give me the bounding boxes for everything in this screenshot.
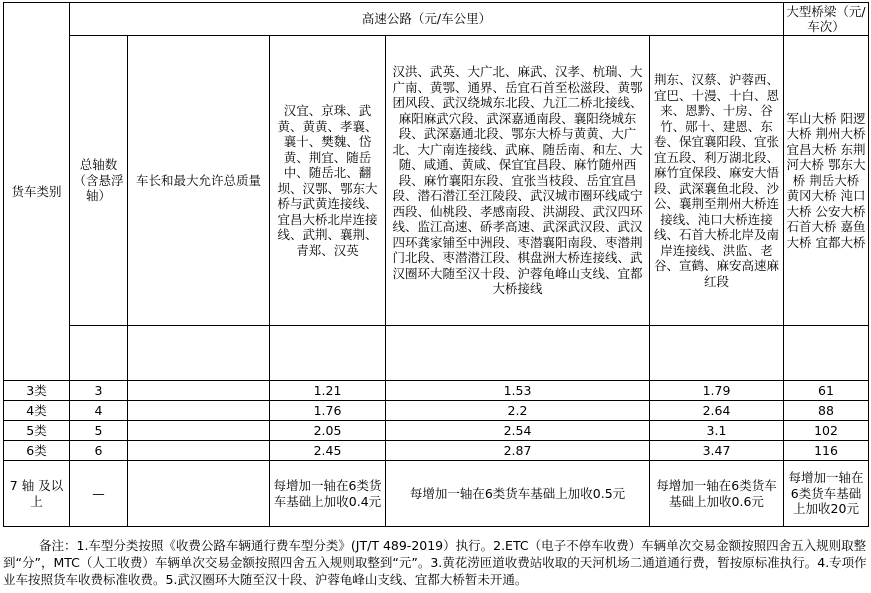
blank-cell <box>128 381 270 401</box>
bridge-header: 大型桥梁（元/车次） <box>784 3 869 36</box>
rate-cell-1: 1.21 <box>270 381 386 401</box>
table-row <box>4 401 869 421</box>
axles-cell: 4 <box>70 401 128 421</box>
rate-cell-1: 2.45 <box>270 441 386 461</box>
axles-cell: — <box>70 461 128 527</box>
blank-cell <box>270 326 386 381</box>
table-row <box>4 461 869 527</box>
axles-cell: 3 <box>70 381 128 401</box>
rate-cell-2: 1.53 <box>386 381 650 401</box>
class-cell: 7 轴 及以上 <box>4 461 70 527</box>
notes: 备注：1.车型分类按照《收费公路车辆通行费车型分类》(JT/T 489-2019）执行。2.ETC（电子不停车收费）车辆单次交易金额按照四舍五入规则取整到“分”，MTC（人工收费）车辆单次交易金额按照四舍五入规则取整到“元”。3.黄花涝匝道收费站收取的天河机场二通道通行费，暂按原标准执行。4.专项作业车按照货车收费标准收费。5.武汉圈环大随至汉十段、沪蓉龟峰山支线、宜都大桥暂未开通。 <box>3 538 867 587</box>
rate-cell-3: 每增加一轴在6类货车基础上加收0.6元 <box>650 461 784 527</box>
table-row <box>4 421 869 441</box>
bridge-rate-cell: 88 <box>784 401 869 421</box>
rate-cell-3: 2.64 <box>650 401 784 421</box>
table-row <box>4 441 869 461</box>
class-cell: 3类 <box>4 381 70 401</box>
bridge-rate-cell: 61 <box>784 381 869 401</box>
blank-cell <box>128 441 270 461</box>
vehicle-class-header: 货车类别 <box>4 3 70 381</box>
rate-cell-3: 3.1 <box>650 421 784 441</box>
length-weight-header: 车长和最大允许总质量 <box>128 36 270 326</box>
expressway-header: 高速公路（元/车公里） <box>70 3 784 36</box>
blank-cell <box>650 326 784 381</box>
blank-cell <box>128 401 270 421</box>
blank-cell <box>128 421 270 441</box>
blank-cell <box>784 326 869 381</box>
bridge-rate-cell: 116 <box>784 441 869 461</box>
rate-cell-1: 每增加一轴在6类货车基础上加收0.4元 <box>270 461 386 527</box>
rate-cell-2: 2.2 <box>386 401 650 421</box>
route-group-1: 汉宜、京珠、武黄、黄黄、孝襄、襄十、樊魏、岱黄、荆宜、随岳中、随岳北、翻坝、汉鄂、鄂东大桥与武黄连接线、宜昌大桥北岸连接线、武荆、襄荆、青郑、汉英 <box>270 36 386 326</box>
class-cell: 6类 <box>4 441 70 461</box>
rate-cell-3: 1.79 <box>650 381 784 401</box>
blank-cell <box>70 326 128 381</box>
bridge-list: 军山大桥 阳逻大桥 荆州大桥 宜昌大桥 东荆河大桥 鄂东大桥 荆岳大桥 黄冈大桥 沌口大桥 公安大桥 石首大桥 嘉鱼大桥 宜都大桥 <box>784 36 869 326</box>
axles-cell: 5 <box>70 421 128 441</box>
blank-cell <box>128 326 270 381</box>
rate-cell-1: 1.76 <box>270 401 386 421</box>
axles-header: 总轴数（含悬浮轴） <box>70 36 128 326</box>
blank-cell <box>386 326 650 381</box>
bridge-rate-cell: 102 <box>784 421 869 441</box>
rate-cell-2: 2.54 <box>386 421 650 441</box>
class-cell: 4类 <box>4 401 70 421</box>
rate-cell-2: 2.87 <box>386 441 650 461</box>
rate-cell-2: 每增加一轴在6类货车基础上加收0.5元 <box>386 461 650 527</box>
rate-cell-1: 2.05 <box>270 421 386 441</box>
class-cell: 5类 <box>4 421 70 441</box>
route-group-3: 荆东、汉蔡、沪蓉西、宜巴、十漫、十白、恩来、恩黔、十房、谷竹、郧十、建恩、东卷、保宜襄阳段、宜张宜五段、利万湖北段、麻竹宜保段、麻安大悟段、武深襄鱼北段、沙公、襄荆至荆州大桥连接线、沌口大桥连接线、石首大桥北岸及南岸连接线、洪监、老谷、宣鹤、麻安高速麻红段 <box>650 36 784 326</box>
rate-cell-3: 3.47 <box>650 441 784 461</box>
blank-cell <box>128 461 270 527</box>
table-row <box>4 381 869 401</box>
route-group-2: 汉洪、武英、大广北、麻武、汉孝、杭瑞、大广南、黄鄂、通界、岳宜石首至松滋段、黄鄂团风段、武汉绕城东北段、九江二桥北接线、麻阳麻武穴段、武深嘉通南段、襄阳绕城东段、武深嘉通北段、鄂东大桥与黄黄、大广北、大广南连接线、武麻、随岳南、和左、大随、咸通、黄咸、保宜宜昌段、麻竹随州西段、麻竹襄阳东段、宜张当枝段、岳宜宜昌段、潜石潜江至江陵段、武汉城市圈环线咸宁西段、仙桃段、孝感南段、洪湖段、武汉四环线、监江高速、硚孝高速、武深武汉段、武汉四环龚家铺至中洲段、枣潜襄阳南段、枣潜荆门北段、枣潜潜江段、棋盘洲大桥连接线、武汉圈环大随至汉十段、沪蓉龟峰山支线、宜都大桥接线 <box>386 36 650 326</box>
axles-cell: 6 <box>70 441 128 461</box>
bridge-rate-cell: 每增加一轴在6类货车基础上加收20元 <box>784 461 869 527</box>
truck-toll-table <box>3 2 869 527</box>
